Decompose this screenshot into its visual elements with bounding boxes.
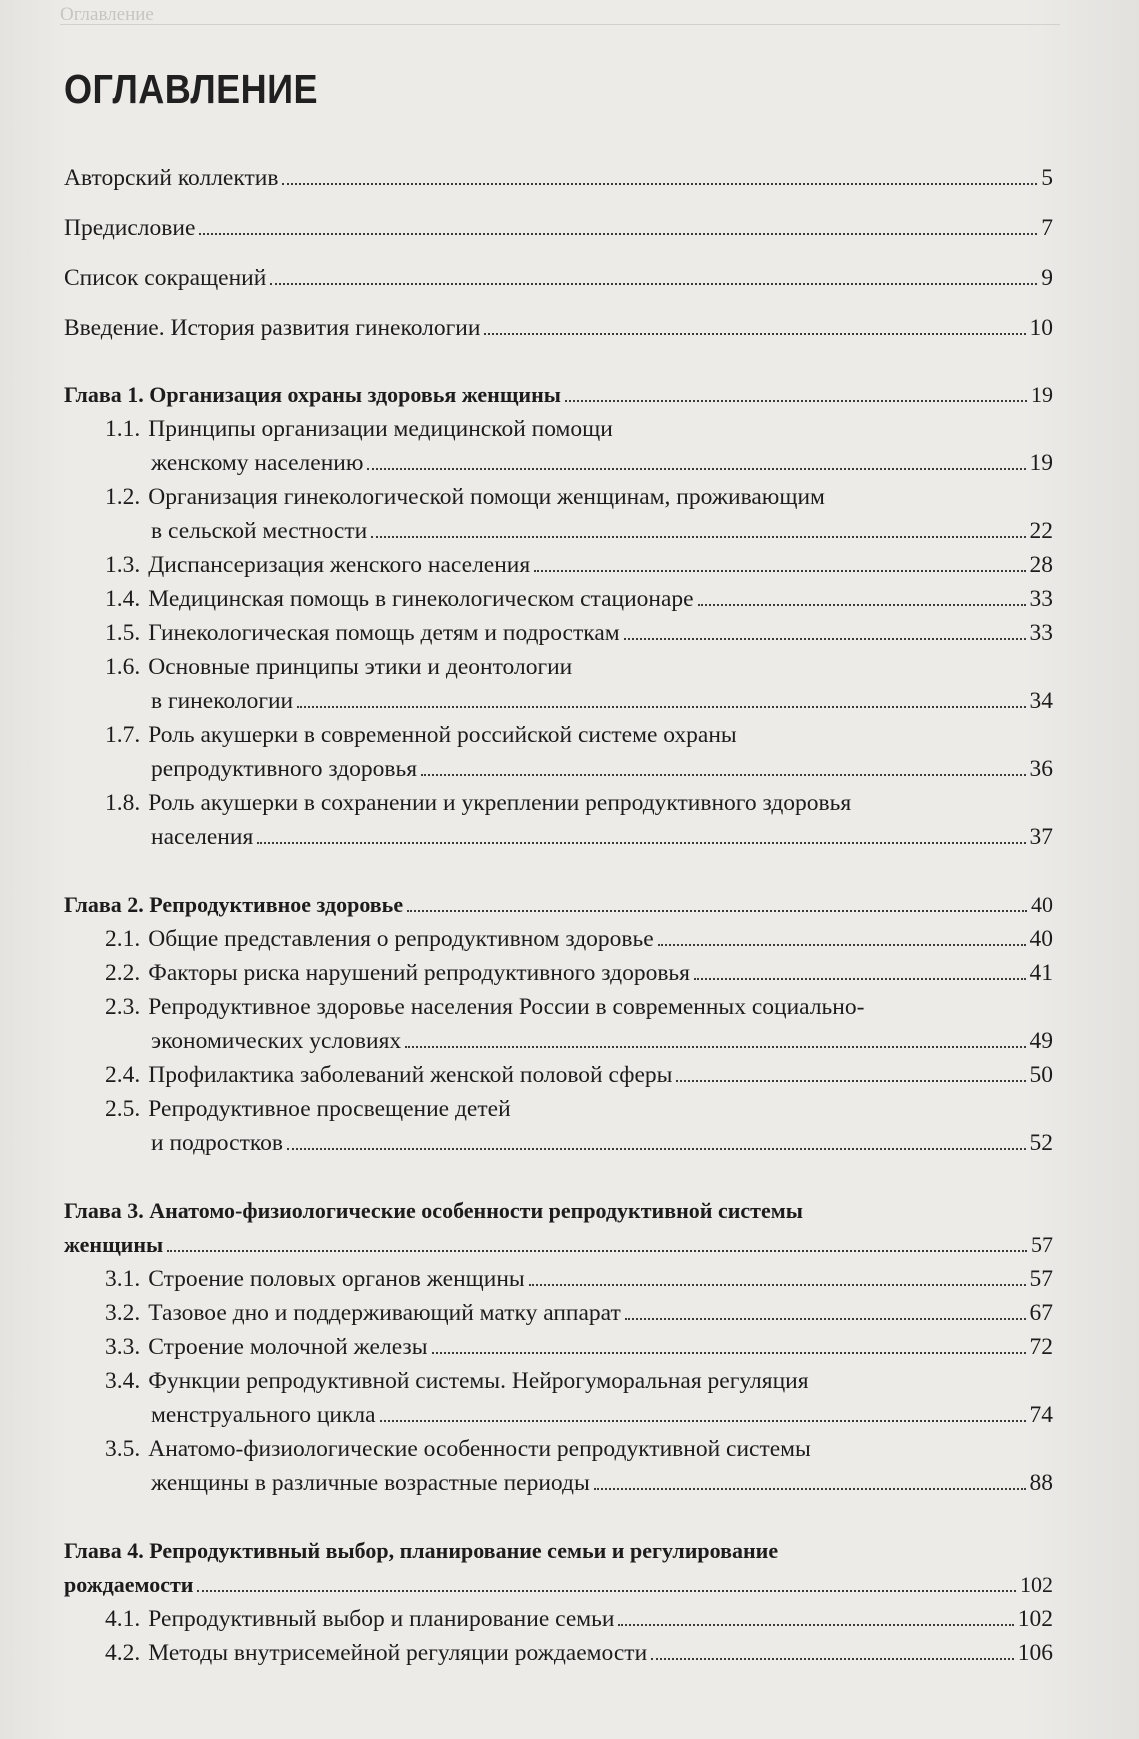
dot-leader: [594, 1488, 1026, 1490]
section-title: Медицинская помощь в гинекологическом стационаре: [148, 586, 694, 612]
section-title-cont: в гинекологии: [151, 688, 294, 714]
section-entry[interactable]: [105, 1364, 1053, 1398]
dot-leader: [565, 400, 1027, 402]
dot-leader: [287, 1148, 1026, 1150]
section-title: Принципы организации медицинской помощи: [148, 416, 613, 442]
dot-leader: [529, 1284, 1026, 1286]
section-number: 2.5.: [105, 1096, 141, 1122]
page-number: 19: [1029, 450, 1053, 476]
chapter-entry[interactable]: [64, 378, 1053, 412]
dot-leader: [405, 1046, 1025, 1048]
section-entry[interactable]: [105, 922, 1053, 956]
section-title: Репродуктивное здоровье населения России в современных социально-: [148, 994, 865, 1020]
dot-leader: [297, 706, 1025, 708]
section-entry-continuation[interactable]: [151, 684, 1053, 718]
chapter-title: Глава 1. Организация охраны здоровья женщины: [64, 382, 561, 407]
dot-leader: [167, 1250, 1027, 1252]
dot-leader: [698, 604, 1026, 606]
section-entry-continuation[interactable]: [151, 820, 1053, 854]
section-title-cont: женщины в различные возрастные периоды: [151, 1470, 590, 1496]
page-number: 106: [1017, 1640, 1053, 1666]
section-entry[interactable]: [105, 1296, 1053, 1330]
section-title: Тазовое дно и поддерживающий матку аппарат: [148, 1300, 621, 1326]
page-number: 33: [1029, 586, 1053, 612]
section-number: 1.2.: [105, 484, 141, 510]
dot-leader: [197, 1590, 1016, 1592]
dot-leader: [484, 333, 1025, 335]
section-number: 3.3.: [105, 1334, 141, 1360]
page-number: 41: [1029, 960, 1053, 986]
dot-leader: [624, 638, 1026, 640]
section-entry[interactable]: [105, 1262, 1053, 1296]
section-title-cont: репродуктивного здоровья: [151, 756, 418, 782]
section-entry[interactable]: [105, 650, 1053, 684]
chapter-entry[interactable]: [64, 888, 1053, 922]
section-title: Роль акушерки в сохранении и укреплении репродуктивного здоровья: [148, 790, 852, 816]
section-entry[interactable]: [105, 718, 1053, 752]
section-title-cont: менструального цикла: [151, 1402, 376, 1428]
chapter-entry[interactable]: [64, 1194, 1053, 1228]
page-number: 74: [1029, 1402, 1053, 1428]
dot-leader: [407, 910, 1027, 912]
toc-entry[interactable]: [64, 211, 1053, 245]
page-number: 10: [1029, 315, 1053, 341]
page-number: 19: [1031, 382, 1053, 407]
page-number: 34: [1029, 688, 1053, 714]
page-number: 33: [1029, 620, 1053, 646]
page-number: 88: [1029, 1470, 1053, 1496]
page-number: 67: [1029, 1300, 1053, 1326]
section-entry[interactable]: [105, 990, 1053, 1024]
section-entry[interactable]: [105, 1432, 1053, 1466]
section-number: 1.3.: [105, 552, 141, 578]
dot-leader: [367, 468, 1025, 470]
page-number: 7: [1041, 215, 1053, 241]
page-number: 102: [1020, 1572, 1053, 1597]
chapter-title: Глава 2. Репродуктивное здоровье: [64, 892, 404, 917]
chapter-title-cont: рождаемости: [64, 1572, 194, 1597]
bleed-header-text: Оглавление: [60, 4, 154, 25]
section-title-cont: в сельской местности: [151, 518, 368, 544]
page-number: 52: [1029, 1130, 1053, 1156]
section-number: 4.2.: [105, 1640, 141, 1666]
section-number: 1.7.: [105, 722, 141, 748]
section-number: 2.2.: [105, 960, 141, 986]
section-title: Функции репродуктивной системы. Нейрогуморальная регуляция: [148, 1368, 809, 1394]
dot-leader: [676, 1080, 1025, 1082]
toc-title: ОГЛАВЛЕНИЕ: [64, 66, 318, 112]
entry-text: Авторский коллектив: [64, 165, 279, 191]
dot-leader: [371, 536, 1025, 538]
section-entry[interactable]: [105, 1602, 1053, 1636]
dot-leader: [432, 1352, 1026, 1354]
dot-leader: [282, 183, 1037, 185]
section-title: Методы внутрисемейной регуляции рождаемости: [148, 1640, 648, 1666]
section-entry[interactable]: [105, 582, 1053, 616]
dot-leader: [421, 774, 1025, 776]
section-entry-continuation[interactable]: [151, 446, 1053, 480]
toc-entry[interactable]: [64, 261, 1053, 295]
page-number: 57: [1031, 1232, 1053, 1257]
section-entry[interactable]: [105, 1330, 1053, 1364]
dot-leader: [380, 1420, 1026, 1422]
section-entry[interactable]: [105, 1092, 1053, 1126]
page-number: 37: [1029, 824, 1053, 850]
section-title-cont: населения: [151, 824, 254, 850]
entry-text: Список сокращений: [64, 265, 267, 291]
chapter-entry-continuation[interactable]: [64, 1228, 1053, 1262]
section-title: Диспансеризация женского населения: [148, 552, 531, 578]
page-number: 5: [1041, 165, 1053, 191]
section-number: 1.1.: [105, 416, 141, 442]
page-number: 36: [1029, 756, 1053, 782]
section-entry[interactable]: [105, 548, 1053, 582]
section-entry[interactable]: [105, 1058, 1053, 1092]
section-entry[interactable]: [105, 616, 1053, 650]
section-title-cont: и подростков: [151, 1130, 283, 1156]
section-number: 1.5.: [105, 620, 141, 646]
section-title: Основные принципы этики и деонтологии: [148, 654, 573, 680]
section-number: 3.4.: [105, 1368, 141, 1394]
dot-leader: [257, 842, 1025, 844]
section-entry[interactable]: [105, 1636, 1053, 1670]
dot-leader: [651, 1658, 1014, 1660]
toc-entry[interactable]: [64, 161, 1053, 195]
dot-leader: [270, 283, 1037, 285]
chapter-entry[interactable]: [64, 1534, 1053, 1568]
section-title: Общие представления о репродуктивном здоровье: [148, 926, 654, 952]
section-title-cont: женскому населению: [151, 450, 364, 476]
dot-leader: [694, 978, 1026, 980]
section-title: Анатомо-физиологические особенности репродуктивной системы: [148, 1436, 811, 1462]
page-number: 9: [1041, 265, 1053, 291]
page-number: 72: [1029, 1334, 1053, 1360]
section-entry[interactable]: [105, 412, 1053, 446]
section-entry-continuation[interactable]: [151, 1398, 1053, 1432]
entry-text: Введение. История развития гинекологии: [64, 315, 481, 341]
section-title: Гинекологическая помощь детям и подросткам: [148, 620, 620, 646]
section-entry-continuation[interactable]: [151, 1024, 1053, 1058]
entry-text: Предисловие: [64, 215, 196, 241]
page-number: 49: [1029, 1028, 1053, 1054]
bleed-through-header: [60, 4, 1060, 25]
page-number: 28: [1029, 552, 1053, 578]
section-title: Репродуктивное просвещение детей: [148, 1096, 511, 1122]
section-title-cont: экономических условиях: [151, 1028, 402, 1054]
page-number: 50: [1029, 1062, 1053, 1088]
section-entry-continuation[interactable]: [151, 1126, 1053, 1160]
section-number: 2.4.: [105, 1062, 141, 1088]
dot-leader: [658, 944, 1026, 946]
page-number: 22: [1029, 518, 1053, 544]
dot-leader: [534, 570, 1025, 572]
section-number: 4.1.: [105, 1606, 141, 1632]
toc-entry[interactable]: [64, 311, 1053, 345]
section-title: Роль акушерки в современной российской системе охраны: [148, 722, 737, 748]
page-number: 102: [1017, 1606, 1053, 1632]
section-number: 3.1.: [105, 1266, 141, 1292]
section-title: Строение молочной железы: [148, 1334, 428, 1360]
section-title: Факторы риска нарушений репродуктивного здоровья: [148, 960, 690, 986]
section-entry[interactable]: [105, 480, 1053, 514]
section-number: 2.1.: [105, 926, 141, 952]
section-number: 1.8.: [105, 790, 141, 816]
section-number: 3.5.: [105, 1436, 141, 1462]
page-number: 40: [1029, 926, 1053, 952]
section-title: Репродуктивный выбор и планирование семьи: [148, 1606, 615, 1632]
section-number: 3.2.: [105, 1300, 141, 1326]
dot-leader: [625, 1318, 1026, 1320]
chapter-title: Глава 4. Репродуктивный выбор, планирование семьи и регулирование: [64, 1538, 779, 1563]
chapter-entry-continuation[interactable]: [64, 1568, 1053, 1602]
section-number: 1.6.: [105, 654, 141, 680]
section-entry-continuation[interactable]: [151, 752, 1053, 786]
section-title: Организация гинекологической помощи женщинам, проживающим: [148, 484, 825, 510]
dot-leader: [618, 1624, 1013, 1626]
section-title: Строение половых органов женщины: [148, 1266, 525, 1292]
section-number: 1.4.: [105, 586, 141, 612]
section-entry-continuation[interactable]: [151, 514, 1053, 548]
chapter-title: Глава 3. Анатомо-физиологические особенности репродуктивной системы: [64, 1198, 803, 1223]
section-entry[interactable]: [105, 956, 1053, 990]
section-title: Профилактика заболеваний женской половой сферы: [148, 1062, 673, 1088]
dot-leader: [199, 233, 1037, 235]
section-number: 2.3.: [105, 994, 141, 1020]
chapter-title-cont: женщины: [64, 1232, 164, 1257]
section-entry[interactable]: [105, 786, 1053, 820]
page-number: 57: [1029, 1266, 1053, 1292]
page-number: 40: [1031, 892, 1053, 917]
section-entry-continuation[interactable]: [151, 1466, 1053, 1500]
